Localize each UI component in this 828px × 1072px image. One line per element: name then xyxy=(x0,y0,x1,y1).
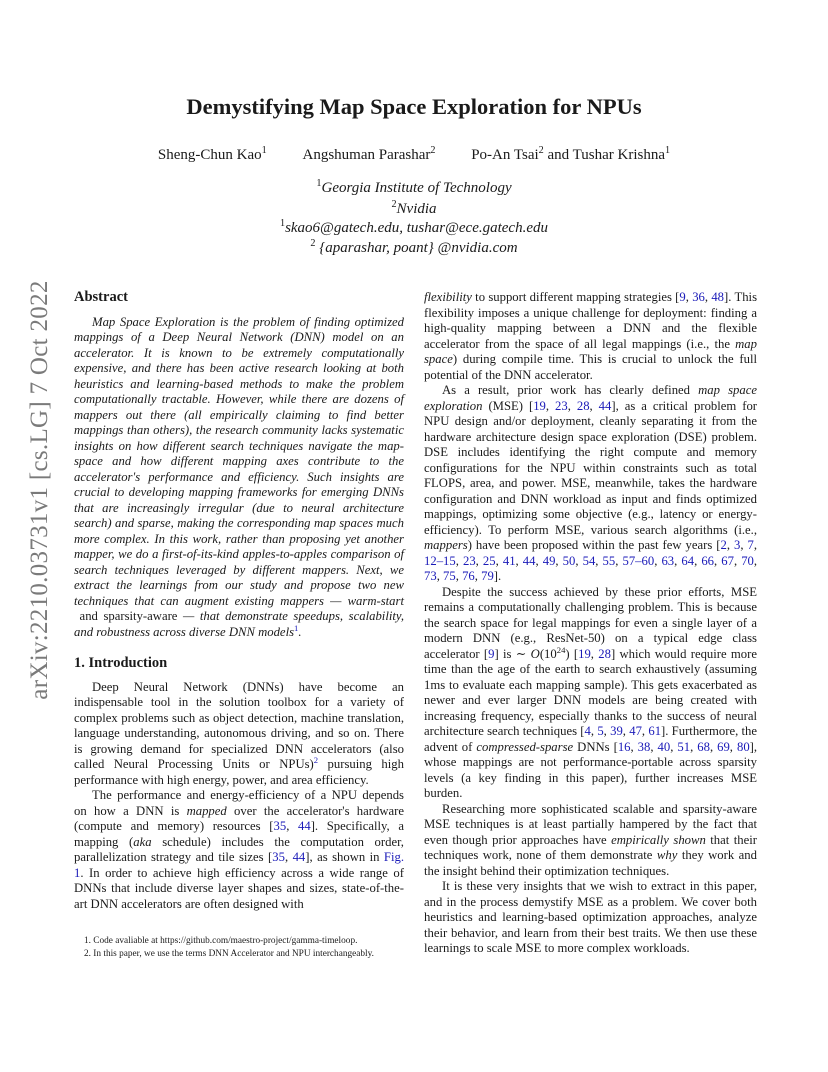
author: Po-An Tsai$^2$ and Tushar Krishna$^1$ xyxy=(471,145,671,163)
citation-list: 4, 5, 39, 47, 61 xyxy=(584,724,662,738)
citation-link[interactable]: 54 xyxy=(582,553,596,568)
citation-link[interactable]: 40 xyxy=(657,739,671,754)
citation-link[interactable]: 4 xyxy=(584,724,591,738)
citation-link[interactable]: 75 xyxy=(443,569,456,583)
citation-link[interactable]: 80 xyxy=(736,739,750,754)
footnotes xyxy=(74,935,404,960)
citation-link[interactable]: 19 xyxy=(533,398,546,413)
citation-link[interactable]: 9 xyxy=(488,646,495,661)
citation-link[interactable]: 35 xyxy=(273,819,287,833)
footnote: 2. In this paper, we use the terms DNN Accelerator and NPU interchangeably. xyxy=(84,948,374,959)
citation-link[interactable]: 25 xyxy=(482,553,496,568)
body-paragraph: Researching more sophisticated scalable and sparsity-aware MSE techniques is at least partially hampered by the fact that even though prior approaches have empirically shown that their techniques work, none of them demonstrate why they work and the insight behind their optimization techniques. xyxy=(424,801,757,878)
citation-link[interactable]: 35 xyxy=(272,850,285,864)
citation-link[interactable]: 44 xyxy=(292,850,306,864)
arxiv-stamp xyxy=(18,280,62,700)
citation-link[interactable]: 38 xyxy=(637,739,651,754)
right-column xyxy=(424,290,757,957)
paper-title: Demystifying Map Space Exploration for NPUs xyxy=(186,94,642,119)
citation-link[interactable]: 44 xyxy=(598,398,612,413)
body-paragraph: As a result, prior work has clearly defined map space exploration (MSE) [19, 23, 28, 44], as a critical problem for NPU design and/or deployment, cleanly separating it from the hardware architecture design space exploration (DSE) problem. DSE includes identifying the right compute and memory configurations for the NPU within constraints such as total FLOPS, area, and power. MSE, meanwhile, takes the hardware configuration and DNN workload as input and finds optimized mappings, optimizing some objective (e.g., latency or energy-efficiency). To perform MSE, various search algorithms (i.e., mappers) have been proposed within the past few years [2, 3, 7, 12–15, 23, 25, 41, 44, 49, 50, 54, 55, 57–60, 63, 64, 66, 67, 70, 73, 75, 76, 79]. xyxy=(424,383,758,583)
author-email: $^1$skao6@gatech.edu, tushar@ece.gatech.edu xyxy=(279,218,549,236)
left-column xyxy=(74,290,404,912)
figure-link[interactable]: Fig. 1 xyxy=(74,850,405,880)
citation-link[interactable]: 39 xyxy=(610,724,623,738)
citation-link[interactable]: 61 xyxy=(648,724,662,738)
citation-link[interactable]: 44 xyxy=(522,553,536,568)
citation-link[interactable]: 76 xyxy=(462,569,475,583)
citation-link[interactable]: 63 xyxy=(661,553,675,568)
citation-link[interactable]: 50 xyxy=(562,553,576,568)
arxiv-id: arXiv:2210.03731v1 [cs.LG] 7 Oct 2022 xyxy=(26,280,53,700)
citation-link[interactable]: 16 xyxy=(617,739,631,754)
body-paragraph: Despite the success achieved by these prior efforts, MSE remains a computationally challenging problem. This is because the search space for legal mappings for even a single layer of a modern DNN (e.g., ResNet-50) on a typical edge class accelerator [9] is ∼ $O(10^{24})$ [19, 28] which would require more time than the age of the earth to search exhaustively (assuming 1ms to evaluate each mapping sample). This gets exacerbated as newer and ever larger DNN models are being created with increasing frequency, especially thanks to the success of neural architecture search techniques [4, 5, 39, 47, 61]. Furthermore, the advent of compressed-sparse DNNs [16, 38, 40, 51, 68, 69, 80], whose mappings are not performance-portable across sparsity levels (a key finding in this paper), further increases MSE burden. xyxy=(424,584,758,800)
section-heading: 1. Introduction xyxy=(74,655,168,671)
citation-link[interactable]: 48 xyxy=(711,290,725,304)
citation-link[interactable]: 44 xyxy=(298,819,311,833)
citation-link[interactable]: 66 xyxy=(701,553,714,568)
abstract-text: Map Space Exploration is the problem of finding optimized mappings of a Deep Neural Network (DNN) model on an accelerator. It is known to be extremely computationally expensive, and there has been active research looking at both heuristics and learning-based methods to make the problem computationally tractable. However, while there are dozens of mappers out there (all empirically claiming to find better mappings than others), the research community lacks systematic insights on how different search techniques navigate the map-space and how different mapping axes contribute to the accelerator's performance and efficiency. Such insights are crucial to developing mapping frameworks for emerging DNNs that are increasingly irregular (due to neural architecture search) and sparse, making the corresponding map spaces much more complex. In this work, rather than proposing yet another mapper, we do a first-of-its-kind apples-to-apples comparison of search techniques leveraged by different mappers. Next, we extract the learnings from our study and propose two new techniques that can augment existing mappers — warm-start and sparsity-aware — that demonstrate speedups, scalability, and robustness across diverse DNN models$^1$. xyxy=(74,314,404,639)
author: Angshuman Parashar$^2$ xyxy=(302,145,436,163)
body-paragraph: It is these very insights that we wish to extract in this paper, and in the process demystify MSE as a problem. We cover both heuristics and learning-based optimization approaches, analyze their behavior, and learn from their best traits. We then use these learnings to scale MSE to more complex workloads. xyxy=(424,879,757,955)
citation-link[interactable]: 79 xyxy=(481,569,494,583)
citation-link[interactable]: 51 xyxy=(677,739,691,754)
author: Sheng-Chun Kao$^1$ xyxy=(157,145,267,163)
footnote-mark[interactable]: 2 xyxy=(313,754,319,765)
footnote-mark[interactable]: 1 xyxy=(294,622,299,633)
citation-link[interactable]: 7 xyxy=(747,538,754,552)
affiliation: $^1$Georgia Institute of Technology xyxy=(316,178,512,196)
citation-link[interactable]: 68 xyxy=(697,739,710,754)
citation-link[interactable]: 23 xyxy=(555,398,568,413)
citation-link[interactable]: 36 xyxy=(692,290,705,304)
citation-link[interactable]: 2 xyxy=(720,538,727,552)
citation-link[interactable]: 9 xyxy=(679,290,686,304)
citation-link[interactable]: 47 xyxy=(629,724,642,738)
citation-link[interactable]: 49 xyxy=(542,553,556,568)
citation-link[interactable]: 57–60 xyxy=(622,553,655,568)
citation-link[interactable]: 73 xyxy=(424,569,437,583)
citation-link[interactable]: 23 xyxy=(462,553,476,568)
citation-link[interactable]: 19 xyxy=(578,646,591,661)
intro-paragraph: Deep Neural Network (DNNs) have become an indispensable tool in the solution toolbox for a variety of complex problems such as object detection, machine translation, language understanding, autonomous driving, and so on. There is growing demand for specialized DNN accelerators (also called Neural Processing Units or NPUs)$^2$ pursuing high performance with high energy, power, and area efficiency. xyxy=(74,679,404,787)
citation-link[interactable]: 67 xyxy=(721,553,734,568)
affiliation: $^2$Nvidia xyxy=(391,199,437,217)
citation-list: 16, 38, 40, 51, 68, 69, 80 xyxy=(617,739,750,754)
citation-link[interactable]: 69 xyxy=(717,739,730,754)
citation-link[interactable]: 3 xyxy=(734,538,741,552)
body-paragraph: flexibility to support different mapping strategies [9, 36, 48]. This flexibility imposes a unique challenge for deployment: finding a high-quality mapping between a DNN and the flexible accelerator from the space of all legal mappings (i.e., the map space) during compile time. This is crucial to unlock the full potential of the DNN accelerator. xyxy=(424,290,758,382)
author-email: $^2$ {aparashar, poant} @nvidia.com xyxy=(310,238,518,256)
citation-link[interactable]: 64 xyxy=(681,553,695,568)
citation-link[interactable]: 41 xyxy=(502,553,516,568)
citation-link[interactable]: 5 xyxy=(597,724,604,738)
abstract-heading: Abstract xyxy=(74,289,128,305)
footnote: 1. Code avaliable at https://github.com/maestro-project/gamma-timeloop. xyxy=(84,936,358,946)
citation-link[interactable]: 28 xyxy=(598,646,611,661)
citation-link[interactable]: 55 xyxy=(602,553,616,568)
citation-list: 2, 3, 7, 12–15, 23, 25, 41, 44, 49, 50, 54, 55, 57–60, 63, 64, 66, 67, 70, 73, 75, 76, 79 xyxy=(424,538,758,583)
author-list xyxy=(0,147,828,164)
intro-paragraph: The performance and energy-efficiency of a NPU depends on how a DNN is mapped over the accelerator's hardware (compute and memory) resources [35, 44]. Specifically, a mapping (aka schedule) includes the computation order, parallelization strategy and tile sizes [35, 44], as shown in Fig. 1. In order to achieve high efficiency across a wide range of DNNs that include diverse layer shapes and sizes, state-of-the-art DNN accelerators are often designed with xyxy=(74,788,405,911)
citation-link[interactable]: 12–15 xyxy=(424,553,456,568)
citation-link[interactable]: 70 xyxy=(741,553,754,568)
citation-link[interactable]: 28 xyxy=(576,398,590,413)
